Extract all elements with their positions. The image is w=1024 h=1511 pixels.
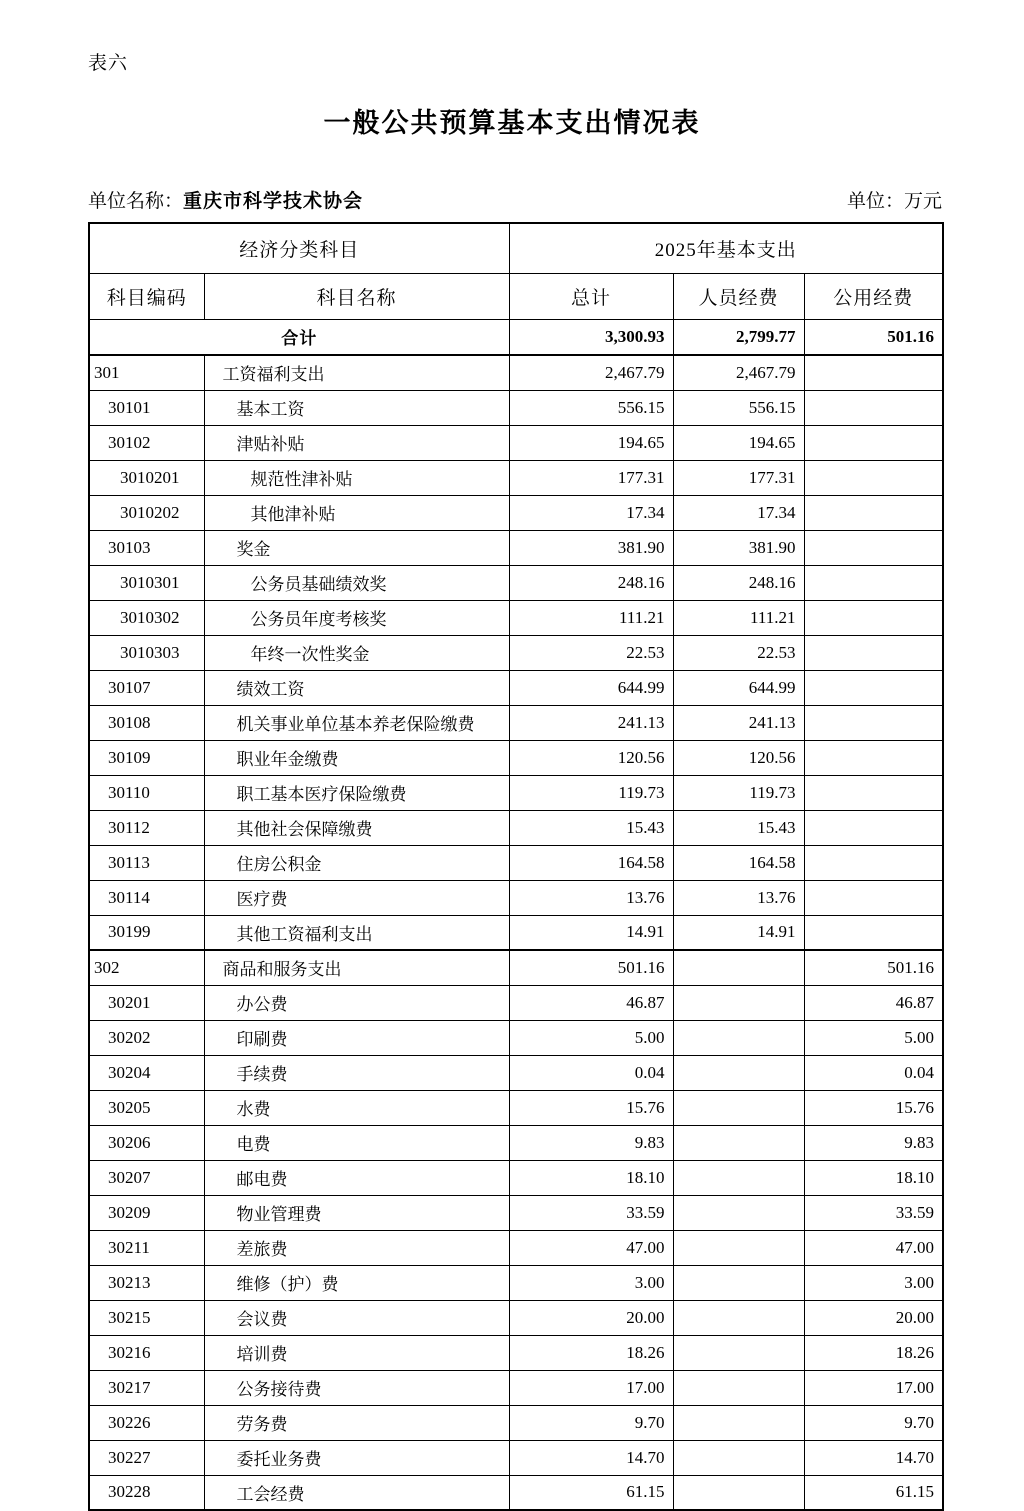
row-personnel bbox=[673, 1370, 804, 1405]
row-total: 3.00 bbox=[509, 1265, 673, 1300]
row-code: 30216 bbox=[89, 1335, 204, 1370]
row-code: 302 bbox=[89, 950, 204, 985]
row-name: 其他津补贴 bbox=[204, 495, 509, 530]
row-personnel: 164.58 bbox=[673, 845, 804, 880]
row-public: 9.83 bbox=[804, 1125, 943, 1160]
row-code: 30101 bbox=[89, 390, 204, 425]
row-public bbox=[804, 705, 943, 740]
table-row bbox=[89, 985, 943, 1020]
page-title: 一般公共预算基本支出情况表 bbox=[323, 108, 701, 138]
table-row-total bbox=[89, 319, 943, 355]
table-row bbox=[89, 670, 943, 705]
row-code: 30206 bbox=[89, 1125, 204, 1160]
table-row bbox=[89, 845, 943, 880]
row-personnel bbox=[673, 1160, 804, 1195]
row-name: 医疗费 bbox=[204, 880, 509, 915]
row-public: 3.00 bbox=[804, 1265, 943, 1300]
row-code: 30211 bbox=[89, 1230, 204, 1265]
total-row-personnel: 2,799.77 bbox=[673, 319, 804, 355]
row-code: 30109 bbox=[89, 740, 204, 775]
table-row bbox=[89, 1055, 943, 1090]
row-code: 30215 bbox=[89, 1300, 204, 1335]
row-personnel bbox=[673, 1195, 804, 1230]
row-personnel bbox=[673, 1125, 804, 1160]
row-code: 3010303 bbox=[89, 635, 204, 670]
row-public bbox=[804, 600, 943, 635]
row-name: 印刷费 bbox=[204, 1020, 509, 1055]
table-row bbox=[89, 1230, 943, 1265]
table-row bbox=[89, 1090, 943, 1125]
table-body bbox=[89, 319, 943, 1510]
row-code: 30213 bbox=[89, 1265, 204, 1300]
row-name: 公务接待费 bbox=[204, 1370, 509, 1405]
row-code: 30107 bbox=[89, 670, 204, 705]
row-personnel: 17.34 bbox=[673, 495, 804, 530]
row-personnel: 111.21 bbox=[673, 600, 804, 635]
row-name: 奖金 bbox=[204, 530, 509, 565]
row-total: 15.76 bbox=[509, 1090, 673, 1125]
column-header-total: 总计 bbox=[509, 273, 673, 319]
row-name: 工资福利支出 bbox=[204, 355, 509, 390]
row-name: 其他工资福利支出 bbox=[204, 915, 509, 950]
row-total: 18.10 bbox=[509, 1160, 673, 1195]
table-row bbox=[89, 1405, 943, 1440]
row-total: 22.53 bbox=[509, 635, 673, 670]
row-total: 241.13 bbox=[509, 705, 673, 740]
table-row bbox=[89, 425, 943, 460]
row-total: 47.00 bbox=[509, 1230, 673, 1265]
row-total: 248.16 bbox=[509, 565, 673, 600]
row-name: 商品和服务支出 bbox=[204, 950, 509, 985]
row-personnel bbox=[673, 950, 804, 985]
row-personnel bbox=[673, 1265, 804, 1300]
table-row bbox=[89, 950, 943, 985]
row-total: 46.87 bbox=[509, 985, 673, 1020]
row-public bbox=[804, 775, 943, 810]
table-row bbox=[89, 495, 943, 530]
row-name: 其他社会保障缴费 bbox=[204, 810, 509, 845]
row-name: 手续费 bbox=[204, 1055, 509, 1090]
unit-name-label: 单位名称： bbox=[88, 191, 184, 212]
table-row bbox=[89, 1335, 943, 1370]
table-row bbox=[89, 740, 943, 775]
header-sub-row bbox=[89, 273, 943, 319]
header-group-basic-expenditure: 2025年基本支出 bbox=[509, 223, 943, 273]
row-total: 381.90 bbox=[509, 530, 673, 565]
row-code: 30209 bbox=[89, 1195, 204, 1230]
row-personnel bbox=[673, 985, 804, 1020]
row-total: 501.16 bbox=[509, 950, 673, 985]
row-personnel bbox=[673, 1335, 804, 1370]
row-name: 邮电费 bbox=[204, 1160, 509, 1195]
row-name: 工会经费 bbox=[204, 1475, 509, 1510]
table-row bbox=[89, 355, 943, 390]
row-personnel: 644.99 bbox=[673, 670, 804, 705]
table-row bbox=[89, 1125, 943, 1160]
row-personnel: 194.65 bbox=[673, 425, 804, 460]
row-total: 9.83 bbox=[509, 1125, 673, 1160]
table-row bbox=[89, 1265, 943, 1300]
amount-unit-label: 单位：万元 bbox=[846, 191, 942, 212]
table-row bbox=[89, 460, 943, 495]
row-public bbox=[804, 740, 943, 775]
row-name: 公务员基础绩效奖 bbox=[204, 565, 509, 600]
row-name: 绩效工资 bbox=[204, 670, 509, 705]
row-personnel bbox=[673, 1405, 804, 1440]
row-total: 164.58 bbox=[509, 845, 673, 880]
row-name: 委托业务费 bbox=[204, 1440, 509, 1475]
header-group-economic-category: 经济分类科目 bbox=[89, 223, 509, 273]
table-row bbox=[89, 915, 943, 950]
row-total: 9.70 bbox=[509, 1405, 673, 1440]
row-code: 3010202 bbox=[89, 495, 204, 530]
row-public: 17.00 bbox=[804, 1370, 943, 1405]
table-row bbox=[89, 1160, 943, 1195]
row-public: 15.76 bbox=[804, 1090, 943, 1125]
row-public bbox=[804, 880, 943, 915]
row-code: 30226 bbox=[89, 1405, 204, 1440]
row-name: 物业管理费 bbox=[204, 1195, 509, 1230]
row-personnel: 22.53 bbox=[673, 635, 804, 670]
row-public bbox=[804, 845, 943, 880]
row-public bbox=[804, 915, 943, 950]
table-row bbox=[89, 705, 943, 740]
table-row bbox=[89, 1370, 943, 1405]
row-code: 30228 bbox=[89, 1475, 204, 1510]
row-personnel: 177.31 bbox=[673, 460, 804, 495]
row-public bbox=[804, 670, 943, 705]
row-code: 30103 bbox=[89, 530, 204, 565]
row-public bbox=[804, 355, 943, 390]
total-row-label: 合计 bbox=[89, 319, 509, 355]
row-personnel bbox=[673, 1055, 804, 1090]
row-personnel: 248.16 bbox=[673, 565, 804, 600]
row-personnel: 119.73 bbox=[673, 775, 804, 810]
row-public bbox=[804, 565, 943, 600]
row-code: 30113 bbox=[89, 845, 204, 880]
row-total: 33.59 bbox=[509, 1195, 673, 1230]
row-personnel: 120.56 bbox=[673, 740, 804, 775]
row-code: 30201 bbox=[89, 985, 204, 1020]
table-row bbox=[89, 1475, 943, 1510]
row-total: 111.21 bbox=[509, 600, 673, 635]
row-public: 61.15 bbox=[804, 1475, 943, 1510]
row-personnel: 13.76 bbox=[673, 880, 804, 915]
row-name: 职业年金缴费 bbox=[204, 740, 509, 775]
row-public: 47.00 bbox=[804, 1230, 943, 1265]
row-name: 机关事业单位基本养老保险缴费 bbox=[204, 705, 509, 740]
row-public bbox=[804, 635, 943, 670]
row-total: 0.04 bbox=[509, 1055, 673, 1090]
row-code: 30204 bbox=[89, 1055, 204, 1090]
row-public: 9.70 bbox=[804, 1405, 943, 1440]
row-total: 644.99 bbox=[509, 670, 673, 705]
column-header-name: 科目名称 bbox=[204, 273, 509, 319]
table-row bbox=[89, 635, 943, 670]
row-code: 30202 bbox=[89, 1020, 204, 1055]
row-name: 劳务费 bbox=[204, 1405, 509, 1440]
table-row bbox=[89, 390, 943, 425]
table-row bbox=[89, 1020, 943, 1055]
row-public: 33.59 bbox=[804, 1195, 943, 1230]
total-row-total: 3,300.93 bbox=[509, 319, 673, 355]
row-total: 61.15 bbox=[509, 1475, 673, 1510]
row-personnel bbox=[673, 1090, 804, 1125]
row-code: 30108 bbox=[89, 705, 204, 740]
row-public: 14.70 bbox=[804, 1440, 943, 1475]
row-name: 职工基本医疗保险缴费 bbox=[204, 775, 509, 810]
row-public bbox=[804, 460, 943, 495]
row-personnel: 241.13 bbox=[673, 705, 804, 740]
row-personnel: 381.90 bbox=[673, 530, 804, 565]
row-total: 120.56 bbox=[509, 740, 673, 775]
row-total: 17.00 bbox=[509, 1370, 673, 1405]
row-public: 18.26 bbox=[804, 1335, 943, 1370]
row-total: 194.65 bbox=[509, 425, 673, 460]
row-total: 177.31 bbox=[509, 460, 673, 495]
row-public bbox=[804, 530, 943, 565]
row-name: 年终一次性奖金 bbox=[204, 635, 509, 670]
row-code: 30102 bbox=[89, 425, 204, 460]
row-public bbox=[804, 495, 943, 530]
table-row bbox=[89, 810, 943, 845]
column-header-personnel: 人员经费 bbox=[673, 273, 804, 319]
table-row bbox=[89, 1440, 943, 1475]
row-total: 14.91 bbox=[509, 915, 673, 950]
row-name: 会议费 bbox=[204, 1300, 509, 1335]
row-personnel: 15.43 bbox=[673, 810, 804, 845]
row-code: 30199 bbox=[89, 915, 204, 950]
row-total: 119.73 bbox=[509, 775, 673, 810]
row-code: 301 bbox=[89, 355, 204, 390]
row-personnel bbox=[673, 1020, 804, 1055]
row-code: 30217 bbox=[89, 1370, 204, 1405]
row-personnel bbox=[673, 1475, 804, 1510]
table-meta bbox=[88, 186, 942, 214]
row-public: 5.00 bbox=[804, 1020, 943, 1055]
row-total: 15.43 bbox=[509, 810, 673, 845]
row-total: 17.34 bbox=[509, 495, 673, 530]
unit-name-line bbox=[88, 186, 363, 213]
table-row bbox=[89, 565, 943, 600]
row-name: 电费 bbox=[204, 1125, 509, 1160]
sheet-label: 表六 bbox=[88, 53, 129, 74]
total-row-public: 501.16 bbox=[804, 319, 943, 355]
row-code: 3010201 bbox=[89, 460, 204, 495]
row-personnel bbox=[673, 1440, 804, 1475]
table-row bbox=[89, 1300, 943, 1335]
row-name: 水费 bbox=[204, 1090, 509, 1125]
table-row bbox=[89, 880, 943, 915]
row-name: 差旅费 bbox=[204, 1230, 509, 1265]
row-name: 维修（护）费 bbox=[204, 1265, 509, 1300]
row-code: 3010302 bbox=[89, 600, 204, 635]
budget-table bbox=[88, 222, 944, 1511]
row-public bbox=[804, 810, 943, 845]
row-code: 30114 bbox=[89, 880, 204, 915]
row-name: 培训费 bbox=[204, 1335, 509, 1370]
row-public bbox=[804, 425, 943, 460]
table-header bbox=[89, 223, 943, 319]
row-name: 住房公积金 bbox=[204, 845, 509, 880]
row-public bbox=[804, 390, 943, 425]
row-total: 5.00 bbox=[509, 1020, 673, 1055]
row-total: 14.70 bbox=[509, 1440, 673, 1475]
row-public: 501.16 bbox=[804, 950, 943, 985]
row-personnel bbox=[673, 1300, 804, 1335]
row-code: 30227 bbox=[89, 1440, 204, 1475]
row-personnel: 556.15 bbox=[673, 390, 804, 425]
row-total: 2,467.79 bbox=[509, 355, 673, 390]
row-personnel: 2,467.79 bbox=[673, 355, 804, 390]
row-public: 20.00 bbox=[804, 1300, 943, 1335]
unit-name-value: 重庆市科学技术协会 bbox=[183, 191, 364, 212]
row-name: 公务员年度考核奖 bbox=[204, 600, 509, 635]
row-personnel: 14.91 bbox=[673, 915, 804, 950]
column-header-code: 科目编码 bbox=[89, 273, 204, 319]
row-name: 津贴补贴 bbox=[204, 425, 509, 460]
row-name: 办公费 bbox=[204, 985, 509, 1020]
table-row bbox=[89, 775, 943, 810]
header-group-row bbox=[89, 223, 943, 273]
row-total: 18.26 bbox=[509, 1335, 673, 1370]
row-code: 30110 bbox=[89, 775, 204, 810]
row-code: 30205 bbox=[89, 1090, 204, 1125]
row-name: 基本工资 bbox=[204, 390, 509, 425]
row-public: 18.10 bbox=[804, 1160, 943, 1195]
row-name: 规范性津补贴 bbox=[204, 460, 509, 495]
row-code: 30112 bbox=[89, 810, 204, 845]
row-total: 13.76 bbox=[509, 880, 673, 915]
row-total: 556.15 bbox=[509, 390, 673, 425]
table-row bbox=[89, 530, 943, 565]
row-public: 0.04 bbox=[804, 1055, 943, 1090]
row-code: 30207 bbox=[89, 1160, 204, 1195]
table-row bbox=[89, 600, 943, 635]
column-header-public: 公用经费 bbox=[804, 273, 943, 319]
row-code: 3010301 bbox=[89, 565, 204, 600]
budget-table-container bbox=[88, 222, 942, 1511]
row-public: 46.87 bbox=[804, 985, 943, 1020]
row-personnel bbox=[673, 1230, 804, 1265]
row-total: 20.00 bbox=[509, 1300, 673, 1335]
table-row bbox=[89, 1195, 943, 1230]
